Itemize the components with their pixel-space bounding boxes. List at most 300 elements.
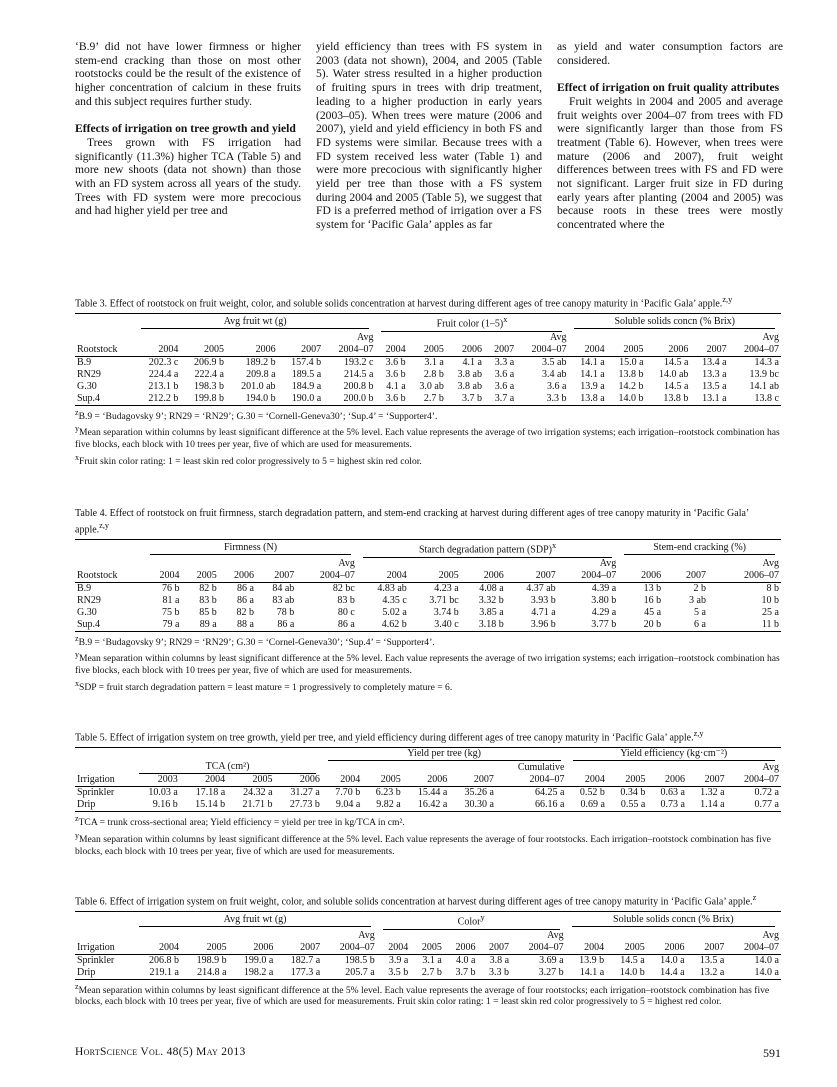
table-cell: 200.8 b [343, 380, 374, 392]
col-header: 2004–07 [322, 942, 377, 955]
avg-label: Avg [357, 331, 374, 343]
table-footnote: $^z$B.9 = ‘Budagovsky 9’; RN29 = ‘RN29’; G.30 = ‘Cornell-Geneva30’; ‘Sup.4’ = ‘Supporter4’. [75, 407, 438, 422]
section-heading: Effects of irrigation on tree growth and yield [75, 122, 296, 136]
cumulative-label: Cumulative [517, 761, 565, 773]
table-cell: 198.2 a [229, 967, 276, 980]
stub-header: Irrigation [75, 942, 133, 955]
table-cell: 3.77 b [558, 619, 619, 632]
col-header: 2004 [375, 344, 407, 357]
table-cell: 15.0 a [619, 356, 644, 368]
col-header: 2007 [690, 344, 728, 357]
table-cell: 3.8 ab [457, 368, 482, 380]
table-cell: 80 c [337, 606, 355, 618]
table-cell: 14.1 a [580, 368, 605, 380]
table-cell: 9.04 a [322, 799, 362, 812]
col-header: 2007 [687, 774, 727, 787]
data-table [75, 539, 781, 631]
table-cell: 3.27 b [511, 967, 566, 980]
col-header: 2005 [181, 942, 229, 955]
table-cell: 3.69 a [539, 954, 564, 966]
table-cell: 201.0 ab [241, 380, 276, 392]
table-cell: 20 b [618, 619, 663, 632]
table-cell: 3.6 a [494, 368, 515, 380]
table-cell: 14.4 a [647, 967, 687, 980]
row-label: Drip [75, 799, 133, 812]
col-header: 2004–07 [727, 774, 781, 787]
table-cell: 14.0 a [754, 954, 779, 966]
table-cell: 14.5 a [663, 356, 689, 368]
col-header: 2006 [646, 344, 691, 357]
table-cell: 13.8 a [568, 393, 606, 406]
table-cell: 198.3 b [193, 380, 224, 392]
table-cell: 30.30 a [449, 799, 496, 812]
col-header: 2004 [566, 942, 607, 955]
table-cell: 13.2 a [687, 967, 727, 980]
col-header: 2004–07 [496, 774, 567, 787]
table-cell: 4.83 ab [377, 582, 407, 594]
table-footnote: $^y$Mean separation within columns by least significant difference at the 5% level. Each value represents the average of two irrigation systems; each irrigation–rootstock combination has five blocks, each block with 10 trees per year, five of which are used for measurements. [75, 650, 780, 677]
col-header: 2004–07 [296, 570, 357, 583]
row-label: B.9 [77, 582, 92, 594]
table-cell: 25 a [762, 606, 779, 618]
col-header: 2004 [322, 774, 362, 787]
data-table [75, 747, 781, 812]
table-cell: 13.1 a [690, 393, 728, 406]
text-column-3 [557, 40, 783, 232]
table-cell: 0.73 a [647, 799, 687, 812]
table-footnote: $^y$Mean separation within columns by least significant difference at the 5% level. Each value represents the average of two irrigation systems; each irrigation–rootstock combination has five blocks, each block with 10 trees per year, five of which are used for measurements. [75, 424, 780, 451]
col-header: 2005 [409, 570, 461, 583]
row-label: G.30 [77, 380, 97, 392]
table-cell: 14.0 b [606, 967, 647, 980]
column-group-header: Starch degradation pattern (SDP)$^x$ [363, 540, 612, 557]
table-cell: 3 ab [689, 594, 706, 606]
table-cell: 86 a [296, 619, 357, 632]
table-cell: 82 b [236, 606, 254, 618]
table-cell: 3.71 bc [429, 594, 459, 606]
table-cell: 82 bc [332, 582, 355, 594]
table-cell: 13.8 b [618, 368, 644, 380]
col-header: 2004 [568, 344, 606, 357]
table-cell: 2 b [693, 582, 706, 594]
col-header: 2005 [410, 942, 444, 955]
table-cell: 4.0 a [456, 954, 476, 966]
row-label: RN29 [77, 594, 101, 606]
column-group-header: Yield per tree (kg) [328, 748, 561, 761]
data-table [75, 313, 781, 405]
table-cell: 15.44 a [417, 787, 448, 799]
table-3 [75, 294, 781, 468]
col-header: 2006 [647, 774, 687, 787]
paragraph: Trees grown with FS irrigation had significantly (11.3%) higher TCA (Table 5) and more new shoots (data not shown) than those with an FD system across all years of the study. Trees with FD system were more precocious and had higher yield per tree and [75, 135, 301, 218]
table-caption: Table 4. Effect of rootstock on fruit firmness, starch degradation pattern, and stem-end cracking at harvest during different ages of tree canopy maturity in ‘Pacific Gala’ apple.$^{z,y}$ [75, 508, 749, 536]
table-cell: 0.34 b [620, 787, 646, 799]
table-cell: 3.96 b [506, 619, 558, 632]
table-cell: 1.14 a [687, 799, 727, 812]
table-cell: 83 b [199, 594, 217, 606]
table-cell: 4.1 a [386, 380, 406, 392]
table-cell: 3.6 b [385, 368, 406, 380]
column-group-header: Stem-end cracking (%) [624, 542, 775, 555]
table-row [75, 595, 781, 607]
table-cell: 4.37 ab [526, 582, 556, 594]
table-cell: 13.3 a [702, 368, 727, 380]
col-header: 2004–07 [726, 942, 781, 955]
table-cell: 86 a [237, 594, 254, 606]
column-group-header: Color$^y$ [383, 912, 560, 929]
col-header: 2006 [219, 570, 256, 583]
table-cell: 17.18 a [195, 787, 226, 799]
table-row [75, 356, 781, 369]
table-cell: 13.8 c [729, 393, 781, 406]
table-cell: 3.6 b [375, 393, 407, 406]
col-header: 2006 [444, 942, 478, 955]
table-cell: 6 a [663, 619, 708, 632]
table-cell: 64.25 a [535, 787, 565, 799]
table-cell: 8 b [766, 582, 779, 594]
table-cell: 214.8 a [181, 967, 229, 980]
table-row [75, 799, 781, 812]
table-cell: 14.1 a [580, 356, 605, 368]
row-label: Sup.4 [75, 393, 135, 406]
table-caption: Table 5. Effect of irrigation system on tree growth, yield per tree, and yield efficiency during different ages of tree canopy maturity in ‘Pacific Gala’ apple.$^{z,y}$ [75, 729, 704, 744]
col-header: 2004 [133, 942, 181, 955]
table-cell: 3.3 b [477, 967, 511, 980]
avg-label: Avg [762, 557, 779, 569]
table-cell: 13.8 b [646, 393, 691, 406]
table-cell: 200.0 b [323, 393, 375, 406]
table-footnote: $^x$Fruit skin color rating: 1 = least skin red color progressively to 5 = highest skin red color. [75, 452, 422, 467]
table-cell: 83 ab [272, 594, 295, 606]
table-cell: 189.2 b [245, 356, 276, 368]
table-row [75, 582, 781, 595]
table-footnote: $^z$B.9 = ‘Budagovsky 9’; RN29 = ‘RN29’; G.30 = ‘Cornel-Geneva30’; ‘Sup.4’ = ‘Supporter4’. [75, 633, 435, 648]
table-row [75, 619, 781, 632]
page-number: 591 [763, 1046, 781, 1060]
table-cell: 2.7 b [410, 967, 444, 980]
col-header: 2007 [278, 344, 324, 357]
table-cell: 15.14 b [180, 799, 227, 812]
table-cell: 14.1 a [566, 967, 607, 980]
body-text-columns [75, 40, 783, 280]
table-cell: 202.3 c [148, 356, 179, 368]
table-cell: 13.9 b [579, 954, 605, 966]
year-header-row [75, 774, 781, 787]
table-cell: 66.16 a [496, 799, 567, 812]
avg-label: Avg [762, 761, 779, 773]
table-cell: 13.4 a [702, 356, 727, 368]
table-cell: 3.7 a [484, 393, 516, 406]
section-heading: Effect of irrigation on fruit quality attributes [557, 81, 780, 95]
year-header-row [75, 344, 781, 357]
col-header: 2006 [461, 570, 506, 583]
col-header: 2003 [133, 774, 180, 787]
table-cell: 4.1 a [462, 356, 482, 368]
table-cell: 3.7 b [444, 967, 478, 980]
col-header: 2007 [256, 570, 296, 583]
table-cell: 4.08 a [479, 582, 504, 594]
avg-label: Avg [762, 331, 779, 343]
table-cell: 14.0 a [726, 967, 781, 980]
table-cell: 10 b [761, 594, 779, 606]
col-header: 2007 [484, 344, 516, 357]
col-header: 2006 [647, 942, 687, 955]
table-cell: 3.6 a [494, 380, 515, 392]
paragraph: as yield and water consumption factors are considered. [557, 40, 783, 67]
table-cell: 224.4 a [148, 368, 179, 380]
table-cell: 206.8 b [149, 954, 179, 966]
table-cell: 2.8 b [423, 368, 444, 380]
table-cell: 3.4 ab [542, 368, 567, 380]
table-cell: 7.70 b [335, 787, 361, 799]
table-cell: 194.0 b [226, 393, 278, 406]
table-cell: 0.63 a [660, 787, 685, 799]
table-cell: 16.42 a [403, 799, 450, 812]
column-group-header: Avg fruit wt (g) [141, 316, 370, 329]
col-header: 2006 [446, 344, 484, 357]
table-6 [75, 892, 781, 1008]
table-cell: 14.1 ab [749, 380, 779, 392]
col-header: 2006 [618, 570, 663, 583]
table-cell: 4.29 a [591, 606, 617, 618]
table-cell: 0.52 b [579, 787, 605, 799]
table-cell: 198.9 b [196, 954, 227, 966]
table-cell: 3.1 a [422, 954, 442, 966]
table-cell: 4.23 a [434, 582, 459, 594]
table-cell: 157.4 b [291, 356, 322, 368]
row-label: G.30 [77, 606, 97, 618]
column-group-header: Yield efficiency (kg·cm⁻²) [573, 748, 776, 761]
table-cell: 83 b [337, 594, 355, 606]
row-label: RN29 [77, 368, 101, 380]
table-4 [75, 508, 781, 694]
table-cell: 3.32 b [478, 594, 504, 606]
table-cell: 199.0 a [243, 954, 274, 966]
table-row [75, 381, 781, 393]
table-cell: 27.73 b [275, 799, 322, 812]
table-row [75, 607, 781, 619]
table-cell: 78 b [276, 606, 295, 618]
col-header: 2005 [408, 344, 446, 357]
table-cell: 13.9 a [580, 380, 605, 392]
column-group-header: Fruit color $(1-5)^x$ [381, 314, 562, 331]
table-cell: 3.74 b [433, 606, 459, 618]
text-column-2 [316, 40, 542, 232]
table-cell: 14.0 a [660, 954, 685, 966]
avg-label: Avg [599, 557, 617, 569]
table-cell: 4.62 b [357, 619, 409, 632]
table-cell: 3.8 a [489, 954, 510, 966]
col-header: 2007 [275, 942, 322, 955]
col-header: 2004–07 [558, 570, 619, 583]
col-header: 2005 [180, 344, 226, 357]
table-row [75, 954, 781, 967]
column-group-header: Firmness (N) [150, 542, 351, 555]
table-cell: 193.2 c [344, 356, 374, 368]
table-cell: 35.26 a [464, 787, 494, 799]
table-cell: 14.0 b [607, 393, 646, 406]
table-cell: 31.27 a [290, 787, 320, 799]
table-cell: 206.9 b [193, 356, 224, 368]
col-header: 2006 [226, 344, 278, 357]
col-header: 2004 [377, 942, 411, 955]
table-cell: 24.32 a [243, 787, 273, 799]
stub-header: Rootstock [75, 344, 135, 357]
table-cell: 177.3 a [275, 967, 322, 980]
table-cell: 3.3 a [494, 356, 515, 368]
row-label: Sprinkler [77, 787, 115, 799]
col-header: 2005 [607, 344, 646, 357]
table-cell: 6.23 b [375, 787, 401, 799]
table-cell: 1.32 a [700, 787, 725, 799]
table-caption: Table 6. Effect of irrigation system on fruit weight, color, and soluble solids concentration at harvest during different ages of tree canopy maturity in ‘Pacific Gala’ apple.$^z$ [75, 893, 757, 908]
row-label: Sprinkler [77, 954, 115, 966]
table-cell: 13.9 bc [749, 368, 779, 380]
stub-header: Irrigation [75, 774, 133, 787]
table-cell: 9.82 a [362, 799, 402, 812]
table-cell: 3.7 b [446, 393, 484, 406]
row-label: Sup.4 [75, 619, 144, 632]
col-header: 2005 [227, 774, 274, 787]
table-cell: 189.5 a [291, 368, 322, 380]
table-cell: 21.71 b [227, 799, 274, 812]
table-caption: Table 3. Effect of rootstock on fruit weight, color, and soluble solids concentration at harvest during different ages of tree canopy maturity in ‘Pacific Gala’ apple.$^{z,y}$ [75, 295, 733, 310]
table-cell: 3.1 a [424, 356, 444, 368]
stub-header: Rootstock [75, 570, 144, 583]
year-header-row [75, 942, 781, 955]
row-label: Drip [75, 967, 133, 980]
year-header-row [75, 570, 781, 583]
col-header: 2005 [607, 774, 647, 787]
col-header: 2006 [275, 774, 322, 787]
table-row [75, 369, 781, 381]
table-footnote: $^z$TCA = trunk cross-sectional area; Yield efficiency = yield per tree in kg/TCA in cm². [75, 814, 405, 829]
table-cell: 3.8 ab [457, 380, 482, 392]
table-cell: 3.9 a [388, 954, 409, 966]
table-cell: 13.5 a [699, 954, 725, 966]
table-cell: 84 ab [272, 582, 295, 594]
table-cell: 11 b [708, 619, 781, 632]
table-cell: 76 b [161, 582, 180, 594]
table-footnote: $^y$Mean separation within columns by least significant difference at the 5% level. Each value represents the average of four rootstocks. Each irrigation–rootstock combination has five blocks, each block with 10 trees per year, five of which are used for measurements. [75, 831, 771, 857]
col-header: 2007 [449, 774, 496, 787]
col-header: 2004–07 [323, 344, 375, 357]
table-cell: 222.4 a [194, 368, 224, 380]
table-cell: 3.6 b [385, 356, 406, 368]
col-header: 2004–07 [511, 942, 566, 955]
table-cell: 89 a [181, 619, 218, 632]
avg-label: Avg [358, 929, 375, 941]
paragraph: yield efficiency than trees with FS system in 2003 (data not shown), 2004, and 2005 (Table 5). Water stress resulted in a higher production of fruiting spurs in trees with drip treatment, leading to a higher production in early years (2003–05). When trees were mature (2006 and 2007), yield and yield efficiency in both FS and FD systems were similar. Because trees with a FD system received less water (Table 1) and were more precocious with significantly higher yield per tree than those with a FS system during 2004 and 2005 (Table 5), we suggest that FD is a preferred method of irrigation over a FS system for ‘Pacific Gala’ apples as far [316, 40, 542, 232]
avg-label: Avg [547, 929, 564, 941]
table-cell: 3.85 a [479, 606, 504, 618]
table-cell: 88 a [219, 619, 256, 632]
col-header: 2007 [687, 942, 727, 955]
col-header: 2004 [135, 344, 181, 357]
table-footnote: $^z$Mean separation within columns by least significant difference at the 5% level. Each value represents the average of four rootstocks; each irrigation–rootstock combination has five blocks, each block with 10 trees per year, five of which are used for measurements. Fruit skin color rating: 1 = least skin red color progressively to 5 = highest red color. [75, 981, 770, 1008]
table-cell: 86 a [237, 582, 254, 594]
table-cell: 0.77 a [727, 799, 781, 812]
table-cell: 219.1 a [133, 967, 181, 980]
table-cell: 199.8 b [180, 393, 226, 406]
table-footnote: $^x$SDP = fruit starch degradation pattern = least mature = 1 progressively to completely mature = 6. [75, 678, 453, 693]
column-group-header: Soluble solids concn (% Brix) [574, 316, 775, 329]
col-header: 2007 [663, 570, 708, 583]
row-label: B.9 [77, 356, 92, 368]
table-cell: 16 b [643, 594, 662, 606]
table-cell: 4.71 a [531, 606, 556, 618]
table-row [75, 787, 781, 800]
paragraph: Fruit weights in 2004 and 2005 and average fruit weights over 2004–07 from trees with FD were significantly larger than those from FS treatment (Table 6). However, when trees were mature (2006 and 2007), fruit weight differences between trees with FS and FD were not significant. Larger fruit size in FD during early years after planting (2004 and 2005) was because roots in these trees were mostly concentrated where the [557, 94, 783, 232]
table-cell: 13.5 a [702, 380, 727, 392]
table-row [75, 967, 781, 980]
col-header: 2004 [180, 774, 227, 787]
table-5 [75, 728, 781, 857]
journal-citation: HortScience Vol. 48(5) May 2013 [75, 1046, 246, 1058]
col-header: 2005 [181, 570, 218, 583]
table-cell: 198.5 b [344, 954, 375, 966]
table-cell: 86 a [256, 619, 296, 632]
table-cell: 209.8 a [246, 368, 276, 380]
table-cell: 14.0 ab [658, 368, 689, 380]
table-cell: 4.35 c [382, 594, 407, 606]
col-header: 2005 [362, 774, 402, 787]
table-cell: 3.93 b [530, 594, 556, 606]
table-cell: 3.5 b [377, 967, 411, 980]
avg-label: Avg [338, 557, 355, 569]
col-header: 2006 [229, 942, 276, 955]
table-cell: 5.02 a [382, 606, 407, 618]
col-header: 2007 [506, 570, 558, 583]
col-header: 2004–07 [729, 344, 781, 357]
avg-label: Avg [550, 331, 567, 343]
col-header: 2006–07 [708, 570, 781, 583]
table-cell: 10.03 a [148, 787, 178, 799]
table-cell: 3.5 ab [542, 356, 567, 368]
table-cell: 0.69 a [567, 799, 607, 812]
table-cell: 190.0 a [278, 393, 324, 406]
col-header: 2006 [403, 774, 450, 787]
table-cell: 184.9 a [291, 380, 322, 392]
table-cell: 85 b [199, 606, 217, 618]
table-cell: 14.3 a [754, 356, 779, 368]
table-cell: 182.7 a [290, 954, 321, 966]
table-cell: 13 b [643, 582, 662, 594]
col-header: 2004 [357, 570, 409, 583]
table-cell: 213.1 b [148, 380, 179, 392]
table-cell: 212.2 b [135, 393, 181, 406]
table-cell: 3.18 b [461, 619, 506, 632]
table-cell: 75 b [161, 606, 180, 618]
table-cell: 2.7 b [408, 393, 446, 406]
col-header: 2004 [567, 774, 607, 787]
table-cell: 14.5 a [620, 954, 645, 966]
column-group-header: TCA (cm²) [139, 761, 316, 774]
table-cell: 205.7 a [322, 967, 377, 980]
table-cell: 5 a [694, 606, 706, 618]
col-header: 2004 [144, 570, 181, 583]
col-header: 2004–07 [516, 344, 568, 357]
table-cell: 14.2 b [618, 380, 644, 392]
table-cell: 0.72 a [754, 787, 779, 799]
table-row [75, 393, 781, 406]
table-cell: 3.40 c [409, 619, 461, 632]
table-cell: 214.5 a [344, 368, 374, 380]
col-header: 2007 [477, 942, 511, 955]
table-cell: 4.39 a [591, 582, 617, 594]
table-cell: 45 a [644, 606, 662, 618]
column-group-header: Soluble solids concn (% Brix) [572, 914, 775, 927]
